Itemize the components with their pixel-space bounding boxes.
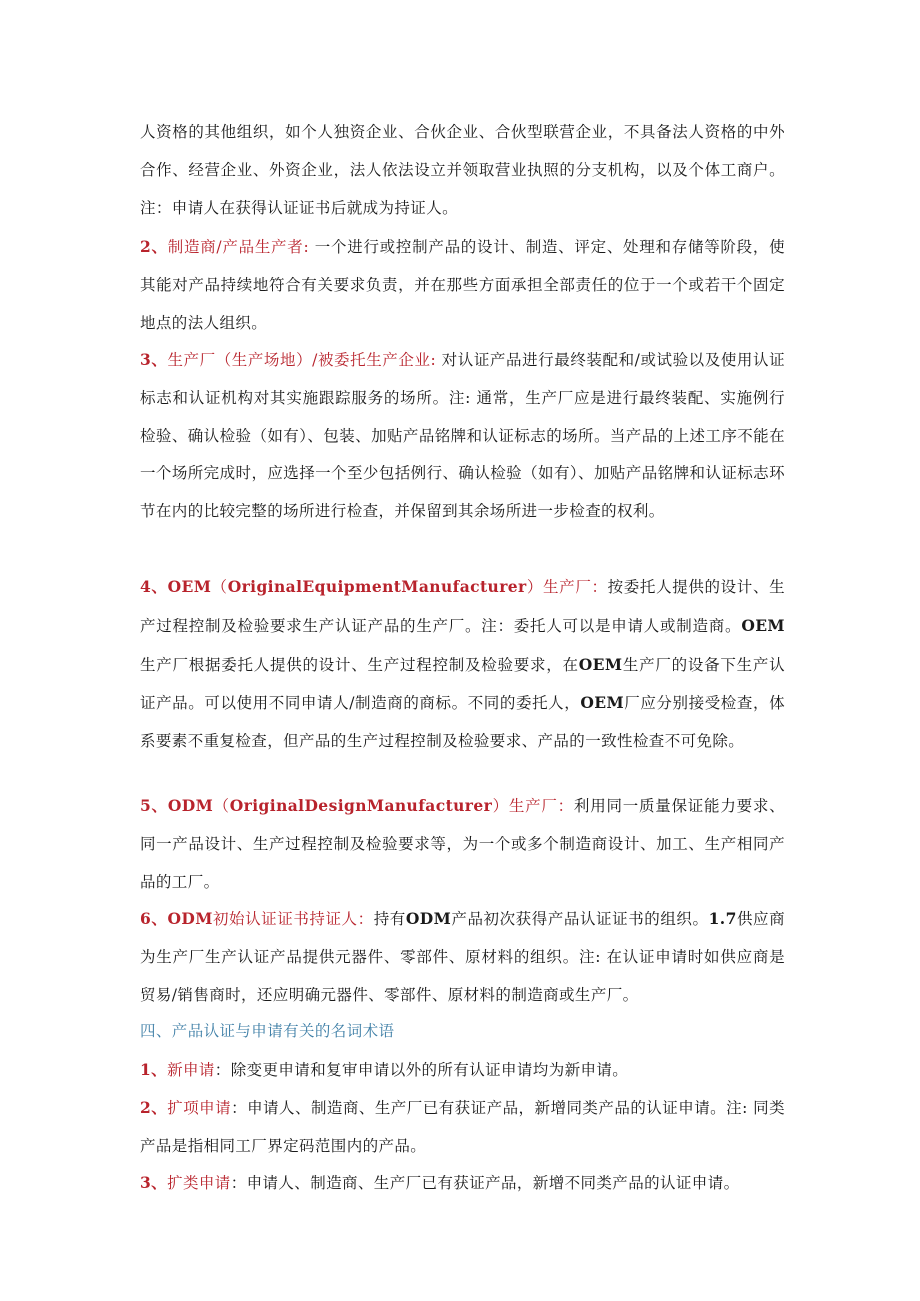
paragraph-applicant-continued <box>140 114 785 227</box>
paragraph-category-extension <box>140 1164 785 1203</box>
item-number: 5、 <box>140 796 168 815</box>
item-number: 2、 <box>140 1098 168 1117</box>
term-label: 扩类申请 <box>167 1174 231 1192</box>
bold-oem: OEM <box>578 654 623 674</box>
term-definition: 供应商为生产厂生产认证产品提供元器件、零部件、原材料的组织。注: 在认证申请时如供应商是贸易/销售商时，还应明确元器件、零部件、原材料的制造商或生产厂。 <box>140 910 785 1004</box>
item-number: 2、 <box>140 237 168 256</box>
term-abbreviation: ODM <box>167 909 213 928</box>
paragraph-factory <box>140 341 785 531</box>
term-label: 初始认证证书持证人： <box>212 910 374 928</box>
term-definition: 对认证产品进行最终装配和/或试验以及使用认证标志和认证机构对其实施跟踪服务的场所。注: 通常，生产厂应是进行最终装配、实施例行检验、确认检验（如有）、包装、加贴产品铭牌和认证标志的场所。当产品的上述工序不能在一个场所完成时，应选择一个至少包括例行、确认检验（如有）、加贴产品铭牌和认证标志环节在内的比较完整的场所进行检查，并保留到其余场所进一步检查的权利。 <box>140 351 785 521</box>
term-label: 扩项申请 <box>167 1099 232 1117</box>
paragraph-manufacturer <box>140 228 785 342</box>
term-label: 制造商/产品生产者: <box>167 238 310 256</box>
paragraph-oem <box>140 568 785 761</box>
term-label: 生产厂（生产场地）/被委托生产企业: <box>167 351 437 369</box>
item-number: 4、 <box>140 577 168 596</box>
term-definition: 利用同一质量保证能力要求、同一产品设计、生产过程控制及检验要求等，为一个或多个制造商设计、加工、生产相同产品的工厂。 <box>140 797 786 891</box>
term-abbreviation: ODM <box>167 796 214 815</box>
paragraph-odm-holder <box>140 900 785 1014</box>
bold-section-number: 1.7 <box>708 909 737 928</box>
bold-odm: ODM <box>405 909 452 928</box>
term-label: 生产厂： <box>543 578 608 596</box>
section-heading: 四、产品认证与申请有关的名词术语 <box>140 1022 395 1040</box>
term-full-name: OriginalDesignManufacturer <box>229 796 493 815</box>
paren-open: （ <box>211 578 228 596</box>
item-number: 6、 <box>140 909 168 928</box>
paragraph-odm <box>140 787 785 901</box>
term-definition: 按委托人提供的设计、生产过程控制及检验要求生产认证产品的生产厂。注：委托人可以是申请人或制造商。 <box>140 578 786 635</box>
term-definition: ：申请人、制造商、生产厂已有获证产品，新增不同类产品的认证申请。 <box>230 1174 740 1192</box>
term-definition: 产品初次获得产品认证证书的组织。 <box>451 910 709 928</box>
paren-open: （ <box>213 797 230 815</box>
paragraph-new-application <box>140 1051 785 1090</box>
item-number: 3、 <box>140 350 168 369</box>
term-label: 生产厂： <box>508 797 574 815</box>
term-full-name: OriginalEquipmentManufacturer <box>227 577 527 596</box>
term-definition: ：除变更申请和复审申请以外的所有认证申请均为新申请。 <box>214 1061 629 1079</box>
term-definition: 一个进行或控制产品的设计、制造、评定、处理和存储等阶段，使其能对产品持续地符合有关要求负责，并在那些方面承担全部责任的位于一个或若干个固定地点的法人组织。 <box>140 238 785 332</box>
paren-close: ） <box>492 797 509 815</box>
term-abbreviation: OEM <box>167 577 212 596</box>
term-definition: 生产厂根据委托人提供的设计、生产过程控制及检验要求，在 <box>140 655 579 674</box>
paren-close: ） <box>526 578 544 596</box>
paragraph-text: 人资格的其他组织，如个人独资企业、合伙企业、合伙型联营企业，不具备法人资格的中外合作、经营企业、外资企业，法人依法设立并领取营业执照的分支机构，以及个体工商户。注：申请人在获得认证证书后就成为持证人。 <box>140 123 785 217</box>
term-definition: 生产厂的设备下生产认证产品。可以使用不同申请人/制造商的商标。不同的委托人， <box>140 655 785 713</box>
term-label: 新申请 <box>167 1061 215 1079</box>
bold-oem: OEM <box>741 615 785 635</box>
term-definition: ：申请人、制造商、生产厂已有获证产品，新增同类产品的认证申请。注: 同类产品是指相同工厂界定码范围内的产品。 <box>140 1099 785 1155</box>
term-definition: 持有 <box>373 910 406 928</box>
item-number: 1、 <box>140 1060 168 1079</box>
paragraph-extension-application <box>140 1089 785 1166</box>
bold-oem: OEM <box>580 693 625 713</box>
item-number: 3、 <box>140 1173 168 1192</box>
term-definition: 厂应分别接受检查，体系要素不重复检查，但产品的生产过程控制及检验要求、产品的一致性检查不可免除。 <box>140 694 785 751</box>
